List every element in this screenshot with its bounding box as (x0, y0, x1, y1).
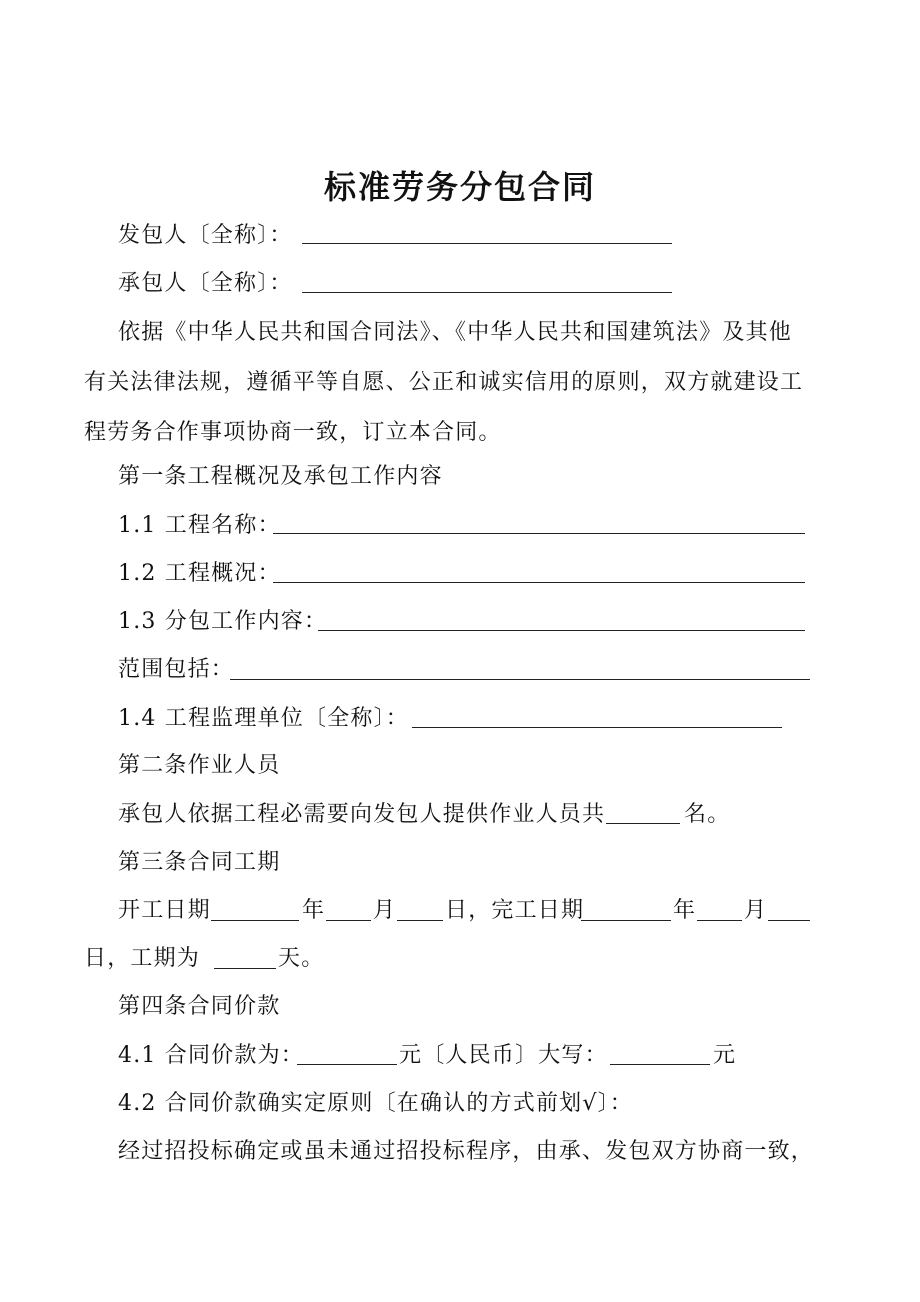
start-month-unit: 月 (373, 898, 397, 923)
start-date-label: 开工日期 (118, 898, 211, 923)
article-2-heading: 第二条作业人员 (118, 753, 281, 778)
duration-unit: 天。 (278, 946, 325, 971)
workers-text-b: 名。 (684, 802, 731, 827)
contractor-name-blank[interactable] (302, 243, 672, 244)
subcontractor-label: 承包人〔全称〕： (118, 271, 293, 296)
workers-count-blank[interactable] (606, 823, 680, 824)
end-month-unit: 月 (744, 898, 768, 923)
article-3-heading: 第三条合同工期 (118, 850, 281, 875)
supervisor-name-blank[interactable] (412, 727, 782, 728)
last-line: 经过招投标确定或虽未通过招投标程序，由承、发包双方协商一致， (118, 1139, 815, 1164)
workers-text-a: 承包人依据工程必需要向发包人提供作业人员共 (118, 802, 606, 827)
price-unit: 元 (713, 1043, 737, 1068)
end-day-blank[interactable] (768, 920, 810, 921)
price-label: 4.1 合同价款为： (118, 1043, 304, 1068)
document-title: 标准劳务分包合同 (323, 168, 596, 206)
subcontract-work-blank[interactable] (318, 630, 805, 631)
start-day-blank[interactable] (397, 920, 443, 921)
project-name-label: 1.1 工程名称： (118, 513, 281, 538)
start-year-unit: 年 (302, 898, 326, 923)
intro-paragraph: 依据《中华人民共和国合同法》、《中华人民共和国建筑法》及其他有关法律法规，遵循平等自愿、公正和诚实信用的原则，双方就建设工程劳务合作事项协商一致，订立本合同。 (84, 320, 804, 445)
end-year-unit: 年 (673, 898, 697, 923)
price-figure-blank[interactable] (297, 1064, 397, 1065)
end-month-blank[interactable] (697, 920, 742, 921)
article-4-heading: 第四条合同价款 (118, 994, 281, 1019)
scope-label: 范围包括： (118, 657, 235, 682)
price-capital-blank[interactable] (610, 1064, 710, 1065)
end-date-label: 日，完工日期 (445, 898, 585, 923)
start-month-blank[interactable] (326, 920, 371, 921)
contractor-label: 发包人〔全称〕： (118, 223, 293, 248)
duration-days-blank[interactable] (214, 968, 276, 969)
project-overview-label: 1.2 工程概况： (118, 561, 281, 586)
scope-blank[interactable] (230, 679, 810, 680)
subcontractor-name-blank[interactable] (302, 292, 672, 293)
article-1-heading: 第一条工程概况及承包工作内容 (118, 464, 443, 489)
price-capital-label: 元〔人民币〕大写： (399, 1043, 608, 1068)
project-name-blank[interactable] (273, 533, 805, 534)
supervisor-label: 1.4 工程监理单位〔全称〕： (118, 706, 409, 731)
project-overview-blank[interactable] (273, 582, 805, 583)
subcontract-work-label: 1.3 分包工作内容： (118, 609, 328, 634)
pricing-principle: 4.2 合同价款确实定原则〔在确认的方式前划√〕： (118, 1091, 634, 1116)
start-year-blank[interactable] (211, 920, 299, 921)
end-year-blank[interactable] (581, 920, 671, 921)
duration-label: 日，工期为 (84, 946, 201, 971)
